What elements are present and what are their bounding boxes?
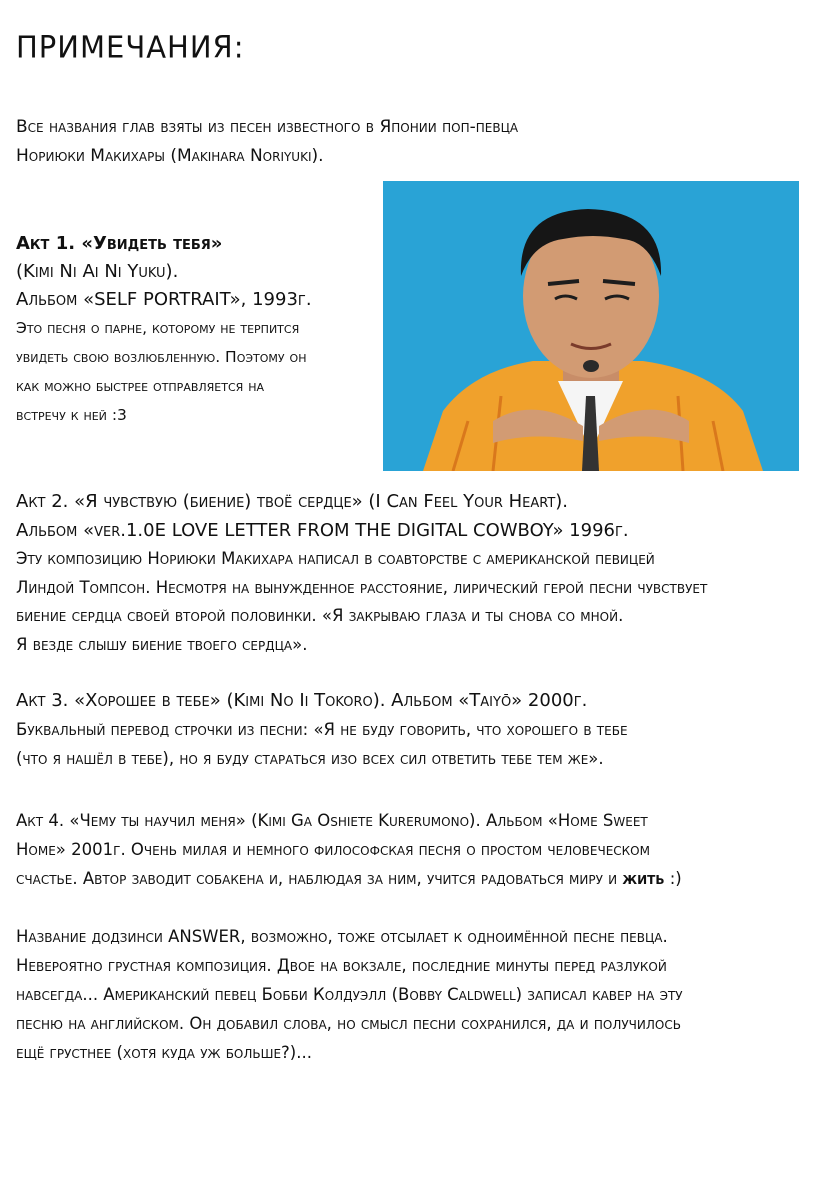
- act-4-text-line: [16, 864, 682, 893]
- act-1-text-line: увидеть свою возлюбленную. Поэтому он: [16, 348, 307, 366]
- act-2-note: [16, 488, 707, 659]
- answer-text-line: навсегда... Американский певец Бобби Колдуэлл (Bobby Caldwell) записал кавер на эту: [16, 985, 683, 1004]
- act-4-text-line: Home» 2001г. Очень милая и немного философская песня о простом человеческом: [16, 840, 650, 859]
- act-4-emphasis: жить: [622, 869, 665, 888]
- act-1-heading: Акт 1. «Увидеть тебя»: [16, 233, 223, 254]
- act-3-text-line: Буквальный перевод строчки из песни: «Я не буду говорить, что хорошего в тебе: [16, 720, 628, 739]
- act-4-text-part: :): [664, 869, 682, 888]
- act-4-heading: Акт 4. «Чему ты научил меня» (Kimi Ga Oshiete Kurerumono). Альбом «Home Sweet: [16, 811, 648, 830]
- act-1-text-line: Это песня о парне, которому не терпится: [16, 319, 300, 337]
- act-1-romaji: (Kimi Ni Ai Ni Yuku).: [16, 261, 179, 282]
- act-1-note: [16, 230, 312, 430]
- page-title: ПРИМЕЧАНИЯ:: [16, 29, 245, 65]
- act-4-text-part: счастье. Автор заводит собакена и, наблюдая за ним, учится радоваться миру и: [16, 869, 623, 888]
- intro-line: Все названия глав взяты из песен известного в Японии поп-певца: [16, 117, 519, 137]
- act-2-heading: Акт 2. «Я чувствую (биение) твоё сердце» (I Can Feel Your Heart).: [16, 491, 569, 512]
- singer-photo: [383, 181, 799, 471]
- act-2-text-line: Эту композицию Нориюки Макихара написал в соавторстве с американской певицей: [16, 549, 655, 568]
- act-1-text-line: встречу к ней :3: [16, 406, 127, 424]
- act-4-note: [16, 806, 682, 893]
- act-2-album: Альбом «ver.1.0E LOVE LETTER FROM THE DIGITAL COWBOY» 1996г.: [16, 519, 629, 541]
- singer-portrait-image: [383, 181, 799, 471]
- intro-line: Нориюки Макихары (Makihara Noriyuki).: [16, 146, 324, 166]
- act-2-text-line: биение сердца своей второй половинки. «Я закрываю глаза и ты снова со мной.: [16, 606, 624, 625]
- act-1-album: Альбом «SELF PORTRAIT», 1993г.: [16, 289, 312, 310]
- act-3-text-line: (что я нашёл в тебе), но я буду стараться изо всех сил ответить тебе тем же».: [16, 749, 604, 768]
- answer-note: [16, 922, 683, 1067]
- answer-text-part: Название додзинси: [16, 927, 169, 946]
- answer-title: ANSWER: [168, 927, 241, 946]
- answer-text-line: песню на английском. Он добавил слова, но смысл песни сохранился, да и получилось: [16, 1014, 681, 1033]
- act-3-note: [16, 686, 628, 773]
- answer-text-line: ещё грустнее (хотя куда уж больше?)...: [16, 1043, 312, 1062]
- answer-text-part: , возможно, тоже отсылает к одноимённой песне певца.: [240, 927, 668, 946]
- answer-text-line: [16, 922, 683, 951]
- act-3-heading: Акт 3. «Хорошее в тебе» (Kimi No Ii Tokoro). Альбом «Taiyō» 2000г.: [16, 690, 588, 711]
- intro-paragraph: [16, 113, 518, 171]
- answer-text-line: Невероятно грустная композиция. Двое на вокзале, последние минуты перед разлукой: [16, 956, 667, 975]
- act-2-text-line: Линдой Томпсон. Несмотря на вынужденное расстояние, лирический герой песни чувствует: [16, 577, 708, 597]
- act-2-text-line: Я везде слышу биение твоего сердца».: [16, 634, 308, 654]
- act-1-text-line: как можно быстрее отправляется на: [16, 377, 265, 395]
